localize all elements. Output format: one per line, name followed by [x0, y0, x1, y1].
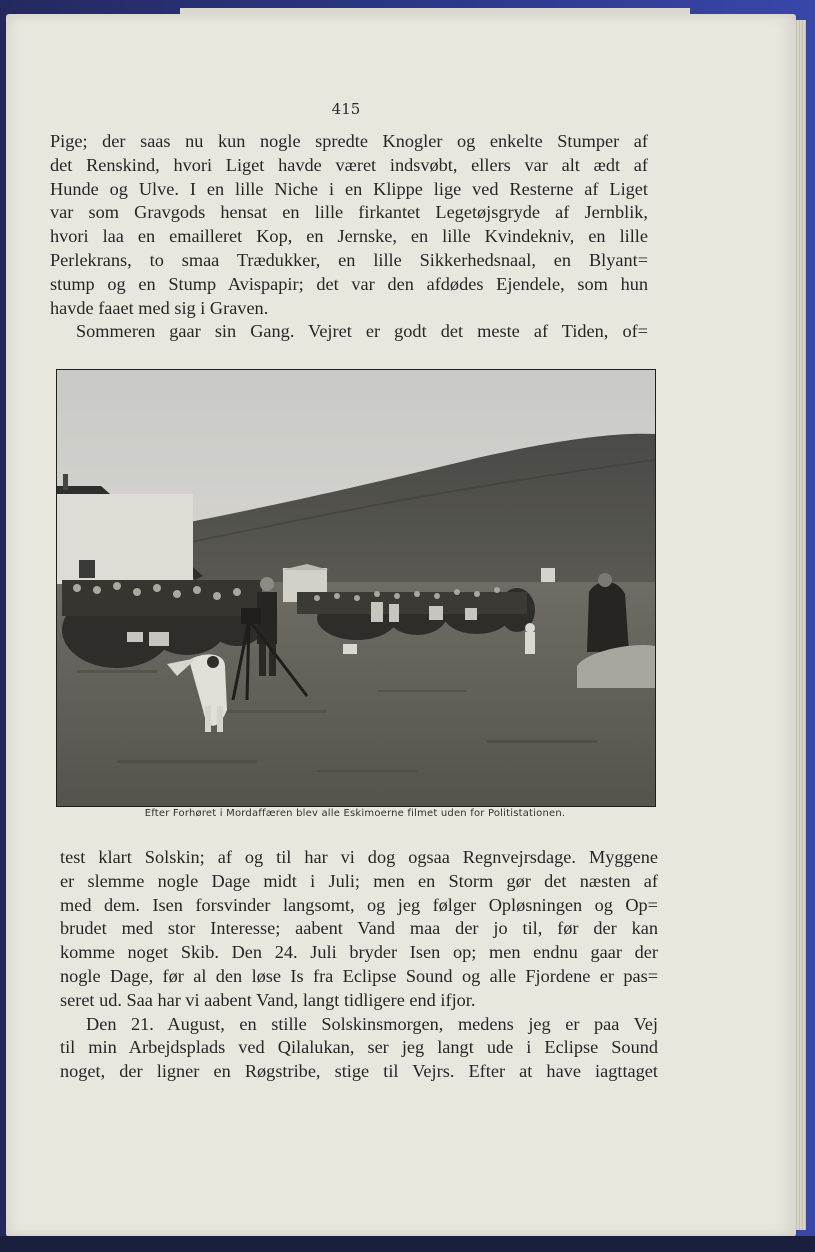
- text-line: Den 21. August, en stille Solskinsmorgen, medens jeg er paa Vej: [86, 1013, 658, 1034]
- text-line: nogle Dage, før al den løse Is fra Eclipse Sound og alle Fjordene er pas=: [60, 965, 658, 986]
- photo-illustration: [57, 370, 655, 806]
- text-line: med dem. Isen forsvinder langsomt, og jeg følger Opløsningen og Op=: [60, 894, 658, 915]
- text-line: er slemme nogle Dage midt i Juli; men en Storm gør det næsten af: [60, 870, 658, 891]
- text-line: det Renskind, hvori Liget havde været indsvøbt, ellers var alt ædt af: [50, 154, 648, 175]
- text-line: noget, der ligner en Røgstribe, stige til Vejrs. Efter at have iagttaget: [60, 1061, 658, 1082]
- paragraph-top: [50, 130, 648, 344]
- text-line: Hunde og Ulve. I en lille Niche i en Klippe lige ved Resterne af Liget: [50, 178, 648, 199]
- text-line: var som Gravgods hensat en lille firkantet Legetøjsgryde af Jernblik,: [50, 202, 648, 223]
- text-line: Pige; der saas nu kun nogle spredte Knogler og enkelte Stumper af: [50, 131, 648, 151]
- text-line: seret ud. Saa har vi aabent Vand, langt tidligere end ifjor.: [60, 989, 476, 1010]
- text-line: hvori laa en emailleret Kop, en Jernske, en lille Kvindekniv, en lille: [50, 226, 648, 247]
- text-line: Perlekrans, to smaa Trædukker, en lille Sikkerhedsnaal, en Blyant=: [50, 249, 648, 270]
- photograph: [56, 369, 656, 807]
- text-line: havde faaet med sig i Graven.: [50, 297, 269, 318]
- text-line: Sommeren gaar sin Gang. Vejret er godt det meste af Tiden, of=: [76, 321, 648, 342]
- text-line: test klart Solskin; af og til har vi dog ogsaa Regnvejrsdage. Myggene: [60, 847, 658, 867]
- photo-caption: Efter Forhøret i Mordaffæren blev alle Eskimoerne filmet uden for Politistationen.: [144, 808, 566, 819]
- paragraph-bottom: [60, 846, 658, 1084]
- text-line: stump og en Stump Avispapir; det var den afdødes Ejendele, som hun: [50, 273, 648, 294]
- page-number: 415: [331, 100, 361, 118]
- text-line: til min Arbejdsplads ved Qilalukan, ser jeg langt ude i Eclipse Sound: [60, 1037, 658, 1058]
- book-cover-bottom-edge: [0, 1236, 815, 1252]
- text-line: brudet med stor Interesse; aabent Vand maa der jo til, før der kan: [60, 918, 658, 939]
- text-line: komme noget Skib. Den 24. Juli bryder Isen op; men endnu gaar der: [60, 942, 658, 963]
